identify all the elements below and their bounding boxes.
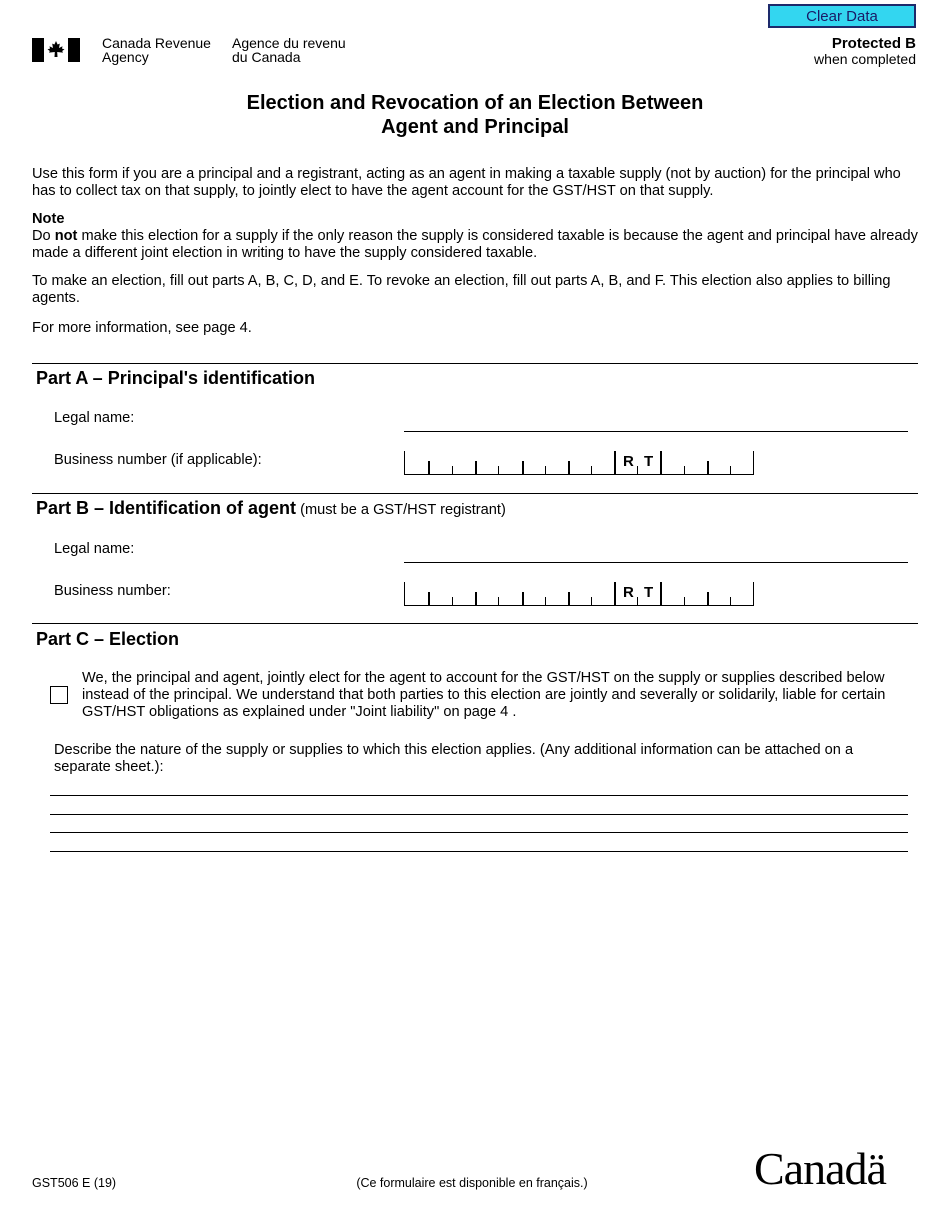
digit-divider [452,597,453,605]
digit-divider [707,461,709,474]
business-number-r: R [623,584,634,601]
divider [32,493,918,494]
more-info-paragraph: For more information, see page 4. [32,320,252,336]
part-a-legal-name-input[interactable] [404,431,908,432]
agency-name-french: Agence du revenu du Canada [232,35,346,65]
digit-divider [637,597,638,605]
digit-divider [475,461,477,474]
digit-divider [522,461,524,474]
digit-divider [730,597,731,605]
digit-divider [545,597,546,605]
part-b-business-number-label: Business number: [54,583,171,599]
digit-divider [545,466,546,474]
digit-divider [637,466,638,474]
clear-data-button[interactable]: Clear Data [768,4,916,28]
rt-divider [660,582,662,605]
part-b-legal-name-label: Legal name: [54,541,135,557]
supply-description-line[interactable] [50,851,908,852]
part-a-heading: Part A – Principal's identification [36,368,316,388]
digit-divider [684,597,685,605]
digit-divider [730,466,731,474]
protected-b-notice: Protected B when completed [814,35,916,67]
digit-divider [428,592,430,605]
part-a-legal-name-label: Legal name: [54,410,135,426]
digit-divider [707,592,709,605]
page-title: Election and Revocation of an Election Between Agent and Principal [246,92,704,138]
part-b-heading: Part B – Identification of agent (must be a GST/HST registrant) [36,498,506,518]
supply-description-line[interactable] [50,832,908,833]
rt-divider [614,451,616,474]
form-number: GST506 E (19) [32,1176,117,1190]
digit-divider [591,597,592,605]
part-a-business-number-label: Business number (if applicable): [54,452,262,468]
supply-description-line[interactable] [50,795,908,796]
election-statement: We, the principal and agent, jointly elect for the agent to account for the GST/HST on the supply or supplies described below instead of the principal. We understand that both parties to this election are jointly and severally or solidarily, liable for certain GST/HST obligations as explained under "Joint liability" on page 4 . [82,670,886,720]
digit-divider [522,592,524,605]
digit-divider [498,466,499,474]
rt-divider [660,451,662,474]
digit-divider [452,466,453,474]
digit-divider [684,466,685,474]
note-block [32,211,922,262]
divider [32,623,918,624]
canada-flag-icon [32,38,80,62]
divider [32,363,918,364]
note-text: Do not make this election for a supply if the only reason the supply is considered taxable is because the agent and principal have already made a different joint election in writing to have the supply considered taxable. [32,228,918,261]
digit-divider [428,461,430,474]
business-number-t: T [644,453,654,470]
digit-divider [568,592,570,605]
digit-divider [591,466,592,474]
supply-description-line[interactable] [50,814,908,815]
part-c-heading: Part C – Election [36,629,180,649]
instructions-paragraph: To make an election, fill out parts A, B, C, D, and E. To revoke an election, fill out parts A, B, and F. This election also applies to billing agents. [32,273,891,306]
agency-name-english: Canada Revenue Agency [102,35,211,65]
intro-paragraph: Use this form if you are a principal and a registrant, acting as an agent in making a taxable supply (not by auction) for the principal who has to collect tax on that supply, to jointly elect to have the agent account for the GST/HST on that supply. [32,166,901,199]
business-number-t: T [644,584,654,601]
part-b-legal-name-input[interactable] [404,562,908,563]
election-checkbox[interactable] [50,686,68,704]
french-availability-note: (Ce formulaire est disponible en français.) [356,1176,588,1190]
rt-divider [614,582,616,605]
digit-divider [568,461,570,474]
part-b-business-number-input[interactable] [404,582,754,606]
part-a-business-number-input[interactable] [404,451,754,475]
supply-description-label: Describe the nature of the supply or supplies to which this election applies. (Any additional information can be attached on a separate sheet.): [54,742,854,775]
business-number-r: R [623,453,634,470]
note-heading: Note [32,211,65,227]
canada-wordmark-logo: Canadä [754,1143,886,1194]
digit-divider [475,592,477,605]
digit-divider [498,597,499,605]
